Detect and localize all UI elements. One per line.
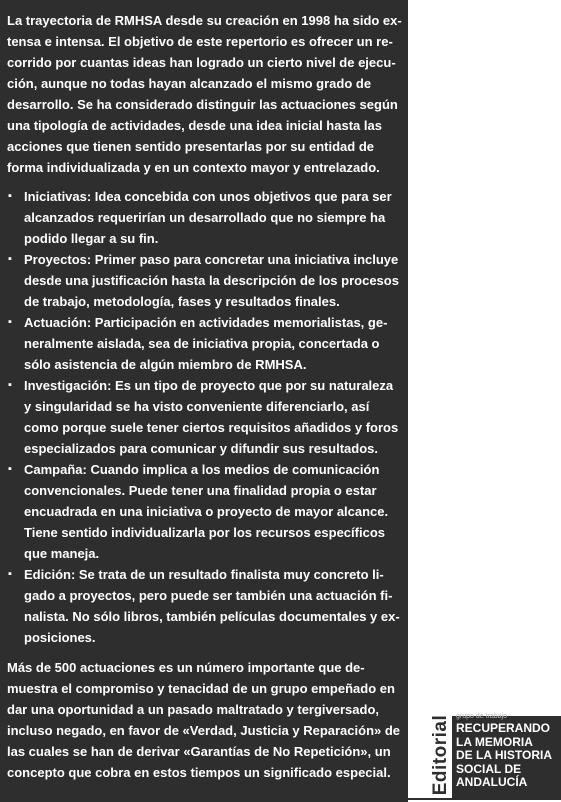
editorial-text: Editorial: [430, 714, 451, 796]
text-line: como porque suele tener ciertos requisitos añadidos y foros: [24, 420, 399, 435]
text-line: una tipología de actividades, desde una idea inicial hasta las: [7, 118, 382, 133]
text-line: que maneja.: [24, 546, 100, 561]
bullet-icon: ▪: [8, 316, 12, 328]
text-line: concepto que cobra en estos tiempos un significado especial.: [7, 765, 391, 780]
text-line: alcanzados requerirían un desarrollado que no siempre ha: [24, 210, 386, 225]
text-line: Actuación: Participación en actividades memorialistas, ge-: [24, 315, 388, 330]
bullet-icon: ▪: [8, 379, 12, 391]
logo-wordmark: [456, 722, 552, 790]
text-line: corrido por cuantas ideas han logrado un cierto nivel de ejecu-: [7, 55, 396, 70]
closing-paragraph: [7, 657, 402, 783]
text-line: las cuales se han de derivar «Garantías de No Repetición», un: [7, 744, 391, 759]
list-item-edicion: [7, 564, 402, 648]
list-item-proyectos: [7, 249, 402, 312]
text-line: neralmente aislada, sea de iniciativa propia, concertada o: [24, 336, 380, 351]
bullet-icon: ▪: [8, 463, 12, 475]
list-item-iniciativas: [7, 186, 402, 249]
text-line: podido llegar a su fin.: [24, 231, 159, 246]
text-line: convencionales. Puede tener una finalidad propia o estar: [24, 483, 377, 498]
bullet-icon: ▪: [8, 568, 12, 580]
text-line: de trabajo, metodología, fases y resultados finales.: [24, 294, 340, 309]
text-line: forma individualizada y en un contexto mayor y entrelazado.: [7, 160, 380, 175]
logo-line: LA MEMORIA: [456, 734, 533, 749]
text-line: especializados para comunicar y difundir sus resultados.: [24, 441, 379, 456]
rmhsa-logo: [452, 713, 561, 800]
text-line: gado a proyectos, pero puede ser también una actuación fi-: [24, 588, 393, 603]
text-line: posiciones.: [24, 630, 96, 645]
text-line: dar una oportunidad a un pasado maltratado y tergiversado,: [7, 702, 380, 717]
text-line: desarrollo. Se ha considerado distinguir las actuaciones según: [7, 97, 398, 112]
text-line: Más de 500 actuaciones es un número importante que de-: [7, 660, 365, 675]
text-line: Campaña: Cuando implica a los medios de comunicación: [24, 462, 380, 477]
intro-paragraph: [7, 10, 402, 178]
logo-line: ANDALUCÍA: [456, 775, 528, 789]
text-line: acciones que tienen sentido presentarlas por su entidad de: [7, 139, 374, 154]
text-line: tensa e intensa. El objetivo de este repertorio es ofrecer un re-: [7, 34, 393, 49]
editorial-label: [430, 710, 452, 800]
text-line: Proyectos: Primer paso para concretar una iniciativa incluye: [24, 252, 399, 267]
activity-type-list: [7, 186, 402, 648]
bullet-icon: ▪: [8, 253, 12, 265]
bullet-icon: ▪: [8, 190, 12, 202]
text-line: ción, aunque no todas hayan alcanzado el mismo grado de: [7, 76, 372, 91]
text-line: nalista. No sólo libros, también películas documentales y ex-: [24, 609, 400, 624]
text-line: muestra el compromiso y tenacidad de un grupo empeñado en: [7, 681, 395, 696]
list-item-investigacion: [7, 375, 402, 459]
text-line: Investigación: Es un tipo de proyecto que por su naturaleza: [24, 378, 394, 393]
document-body: [7, 10, 402, 783]
text-line: Edición: Se trata de un resultado finalista muy concreto li-: [24, 567, 384, 582]
logo-line: RECUPERANDO: [456, 721, 551, 735]
logo-line: DE LA HISTORIA: [456, 748, 553, 762]
logo-line: SOCIAL DE: [456, 761, 522, 776]
list-item-actuacion: [7, 312, 402, 375]
text-line: La trayectoria de RMHSA desde su creación en 1998 ha sido ex-: [7, 13, 402, 28]
text-line: Iniciativas: Idea concebida con unos objetivos que para ser: [24, 189, 392, 204]
text-line: y singularidad se ha visto conveniente diferenciarlo, así: [24, 399, 370, 414]
text-line: sólo asistencia de algún miembro de RMHSA.: [24, 357, 307, 372]
list-item-campana: [7, 459, 402, 564]
text-line: encuadrada en una iniciativa o proyecto de mayor alcance.: [24, 504, 389, 519]
text-line: Tiene sentido individualizarla por los recursos específicos: [24, 525, 385, 540]
text-line: incluso negado, en favor de «Verdad, Justicia y Reparación» de: [7, 723, 401, 738]
logo-small-text: grupo de trabajo: [456, 713, 507, 720]
text-line: desde una justificación hasta la descripción de los procesos: [24, 273, 399, 288]
